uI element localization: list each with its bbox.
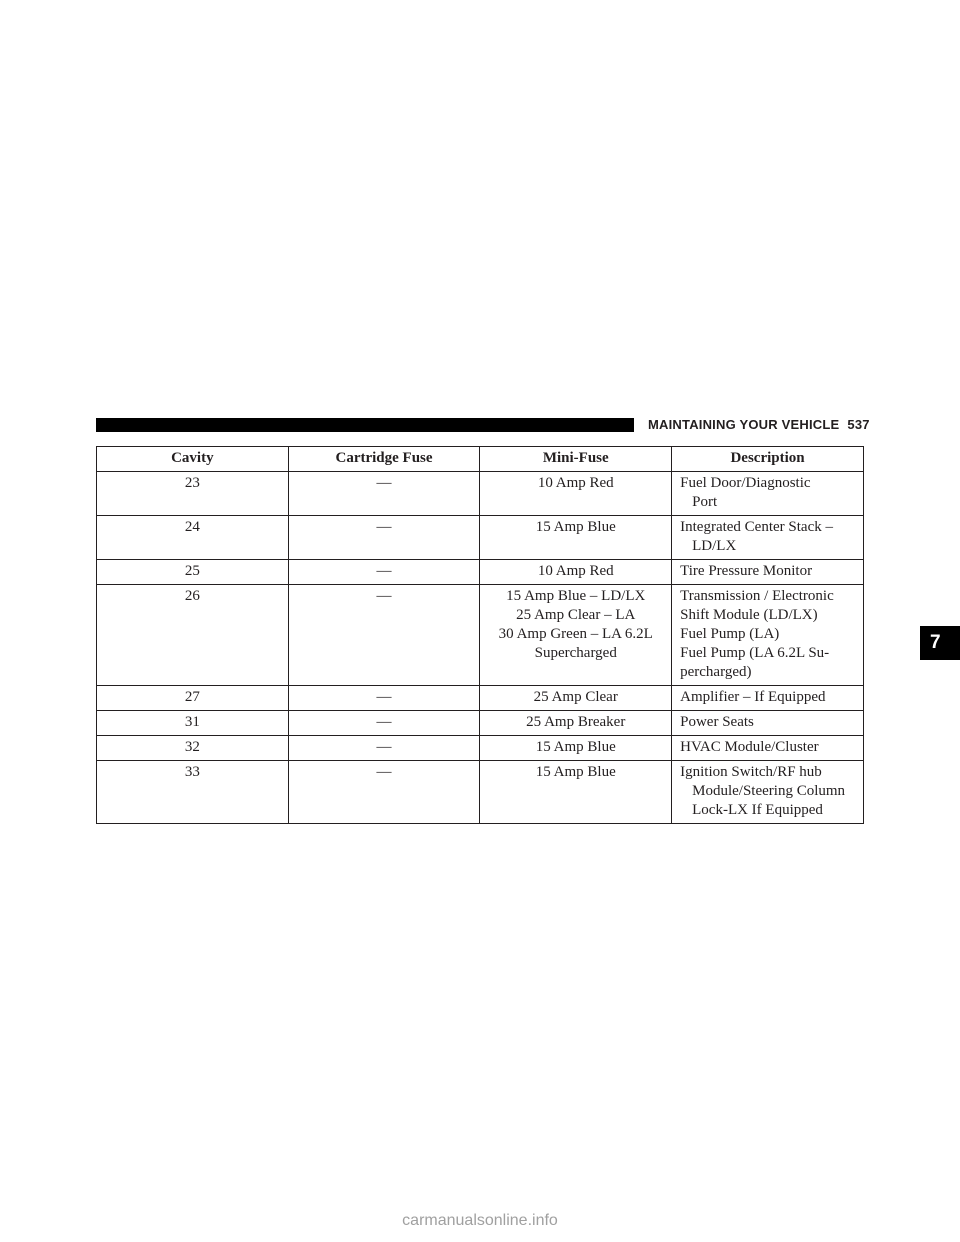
mini-fuse-line: 10 Amp Red bbox=[537, 475, 614, 491]
description-line: Power Seats bbox=[680, 714, 754, 730]
description-line: Module/Steering Column bbox=[692, 783, 846, 799]
cavity-cell: 31 bbox=[97, 711, 289, 736]
mini-fuse-line: 15 Amp Blue bbox=[535, 739, 616, 755]
cartridge-fuse-cell: — bbox=[288, 560, 480, 585]
description-line: Fuel Pump (LA 6.2L Su- bbox=[680, 645, 830, 661]
cartridge-fuse-cell: — bbox=[288, 585, 480, 686]
description-cell bbox=[672, 711, 864, 736]
table-row bbox=[97, 736, 864, 761]
mini-fuse-cell bbox=[480, 516, 672, 560]
table-header-row bbox=[97, 447, 864, 472]
page-number: 537 bbox=[847, 417, 870, 432]
description-line: Fuel Pump (LA) bbox=[680, 626, 780, 642]
cavity-cell: 27 bbox=[97, 686, 289, 711]
description-line: LD/LX bbox=[692, 538, 737, 554]
cavity-cell: 24 bbox=[97, 516, 289, 560]
description-line: Shift Module (LD/LX) bbox=[680, 607, 818, 623]
chapter-tab: 7 bbox=[920, 626, 960, 660]
table-row bbox=[97, 472, 864, 516]
description-cell bbox=[672, 736, 864, 761]
description-line: percharged) bbox=[680, 664, 752, 680]
cartridge-fuse-cell: — bbox=[288, 761, 480, 824]
table-row bbox=[97, 516, 864, 560]
mini-fuse-line: 25 Amp Clear bbox=[533, 689, 618, 705]
mini-fuse-line: 15 Amp Blue bbox=[535, 519, 616, 535]
watermark: carmanualsonline.info bbox=[402, 1212, 558, 1229]
table-body bbox=[97, 472, 864, 824]
mini-fuse-cell bbox=[480, 585, 672, 686]
column-header-description: Description bbox=[672, 447, 864, 472]
table-row bbox=[97, 761, 864, 824]
description-cell bbox=[672, 472, 864, 516]
table-row bbox=[97, 560, 864, 585]
description-cell bbox=[672, 585, 864, 686]
table-row bbox=[97, 686, 864, 711]
mini-fuse-line: 15 Amp Blue – LD/LX bbox=[506, 588, 646, 604]
mini-fuse-cell bbox=[480, 560, 672, 585]
mini-fuse-cell bbox=[480, 472, 672, 516]
description-line: Lock-LX If Equipped bbox=[692, 802, 823, 818]
description-line: Transmission / Electronic bbox=[680, 588, 834, 604]
description-cell bbox=[672, 761, 864, 824]
header-rule bbox=[96, 418, 634, 432]
section-title: MAINTAINING YOUR VEHICLE bbox=[648, 417, 840, 432]
cartridge-fuse-cell: — bbox=[288, 516, 480, 560]
description-line: HVAC Module/Cluster bbox=[680, 739, 819, 755]
mini-fuse-line: 30 Amp Green – LA 6.2L bbox=[498, 626, 653, 642]
description-line: Port bbox=[692, 494, 718, 510]
description-line: Amplifier – If Equipped bbox=[680, 689, 826, 705]
description-line: Tire Pressure Monitor bbox=[680, 563, 813, 579]
table-row bbox=[97, 585, 864, 686]
column-header-cavity: Cavity bbox=[97, 447, 289, 472]
description-line: Fuel Door/Diagnostic bbox=[680, 475, 811, 491]
mini-fuse-cell bbox=[480, 761, 672, 824]
cavity-cell: 26 bbox=[97, 585, 289, 686]
cartridge-fuse-cell: — bbox=[288, 472, 480, 516]
cartridge-fuse-cell: — bbox=[288, 711, 480, 736]
mini-fuse-line: 10 Amp Red bbox=[537, 563, 614, 579]
mini-fuse-line: 15 Amp Blue bbox=[535, 764, 616, 780]
mini-fuse-line: 25 Amp Clear – LA bbox=[516, 607, 636, 623]
cavity-cell: 33 bbox=[97, 761, 289, 824]
mini-fuse-cell bbox=[480, 736, 672, 761]
mini-fuse-cell bbox=[480, 686, 672, 711]
mini-fuse-cell bbox=[480, 711, 672, 736]
mini-fuse-line: Supercharged bbox=[534, 645, 617, 661]
mini-fuse-line: 25 Amp Breaker bbox=[526, 714, 626, 730]
running-header bbox=[648, 417, 870, 432]
cartridge-fuse-cell: — bbox=[288, 686, 480, 711]
column-header-cartridge-fuse: Cartridge Fuse bbox=[288, 447, 480, 472]
cavity-cell: 25 bbox=[97, 560, 289, 585]
column-header-mini-fuse: Mini-Fuse bbox=[480, 447, 672, 472]
description-cell bbox=[672, 560, 864, 585]
description-cell bbox=[672, 516, 864, 560]
fuse-table bbox=[96, 446, 864, 824]
table-row bbox=[97, 711, 864, 736]
description-line: Ignition Switch/RF hub bbox=[680, 764, 822, 780]
cartridge-fuse-cell: — bbox=[288, 736, 480, 761]
description-line: Integrated Center Stack – bbox=[680, 519, 833, 535]
cavity-cell: 23 bbox=[97, 472, 289, 516]
description-cell bbox=[672, 686, 864, 711]
cavity-cell: 32 bbox=[97, 736, 289, 761]
